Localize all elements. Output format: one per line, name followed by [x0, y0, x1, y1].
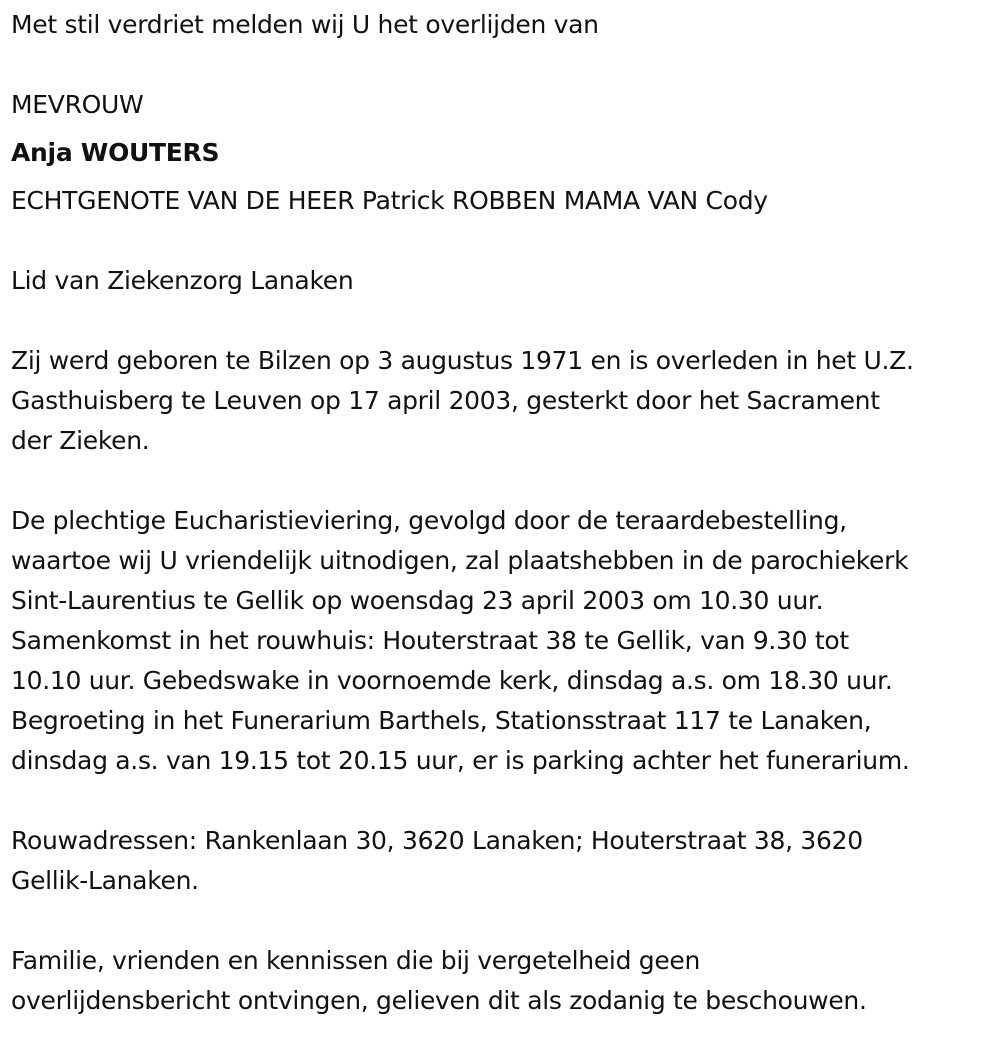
paragraph-line: waartoe wij U vriendelijk uitnodigen, zal plaatshebben in de parochiekerk — [11, 546, 909, 575]
address-paragraph — [11, 821, 863, 901]
paragraph-line: De plechtige Eucharistieviering, gevolgd door de teraardebestelling, — [11, 506, 847, 535]
paragraph-line: dinsdag a.s. van 19.15 tot 20.15 uur, er is parking achter het funerarium. — [11, 746, 910, 775]
intro-text: Met stil verdriet melden wij U het overlijden van — [11, 10, 599, 39]
paragraph-line: Zij werd geboren te Bilzen op 3 augustus 1971 en is overleden in het U.Z. — [11, 346, 914, 375]
paragraph-line: Begroeting in het Funerarium Barthels, Stationsstraat 117 te Lanaken, — [11, 706, 872, 735]
deceased-title: MEVROUW — [11, 90, 144, 119]
paragraph-line: Rouwadressen: Rankenlaan 30, 3620 Lanaken; Houterstraat 38, 3620 — [11, 826, 863, 855]
paragraph-line: overlijdensbericht ontvingen, gelieven dit als zodanig te beschouwen. — [11, 986, 867, 1015]
closing-paragraph — [11, 941, 867, 1021]
paragraph-line: Gasthuisberg te Leuven op 17 april 2003, gesterkt door het Sacrament — [11, 386, 880, 415]
membership-line: Lid van Ziekenzorg Lanaken — [11, 266, 354, 295]
paragraph-line: 10.10 uur. Gebedswake in voornoemde kerk, dinsdag a.s. om 18.30 uur. — [11, 666, 893, 695]
paragraph-line: Sint-Laurentius te Gellik op woensdag 23 april 2003 om 10.30 uur. — [11, 586, 824, 615]
ceremony-paragraph — [11, 501, 910, 781]
deceased-name: Anja WOUTERS — [11, 138, 220, 167]
paragraph-line: Familie, vrienden en kennissen die bij vergetelheid geen — [11, 946, 701, 975]
paragraph-line: der Zieken. — [11, 426, 150, 455]
paragraph-line: Gellik-Lanaken. — [11, 866, 199, 895]
paragraph-line: Samenkomst in het rouwhuis: Houterstraat 38 te Gellik, van 9.30 tot — [11, 626, 849, 655]
birth-death-paragraph — [11, 341, 914, 461]
spouse-line: ECHTGENOTE VAN DE HEER Patrick ROBBEN MAMA VAN Cody — [11, 186, 768, 215]
